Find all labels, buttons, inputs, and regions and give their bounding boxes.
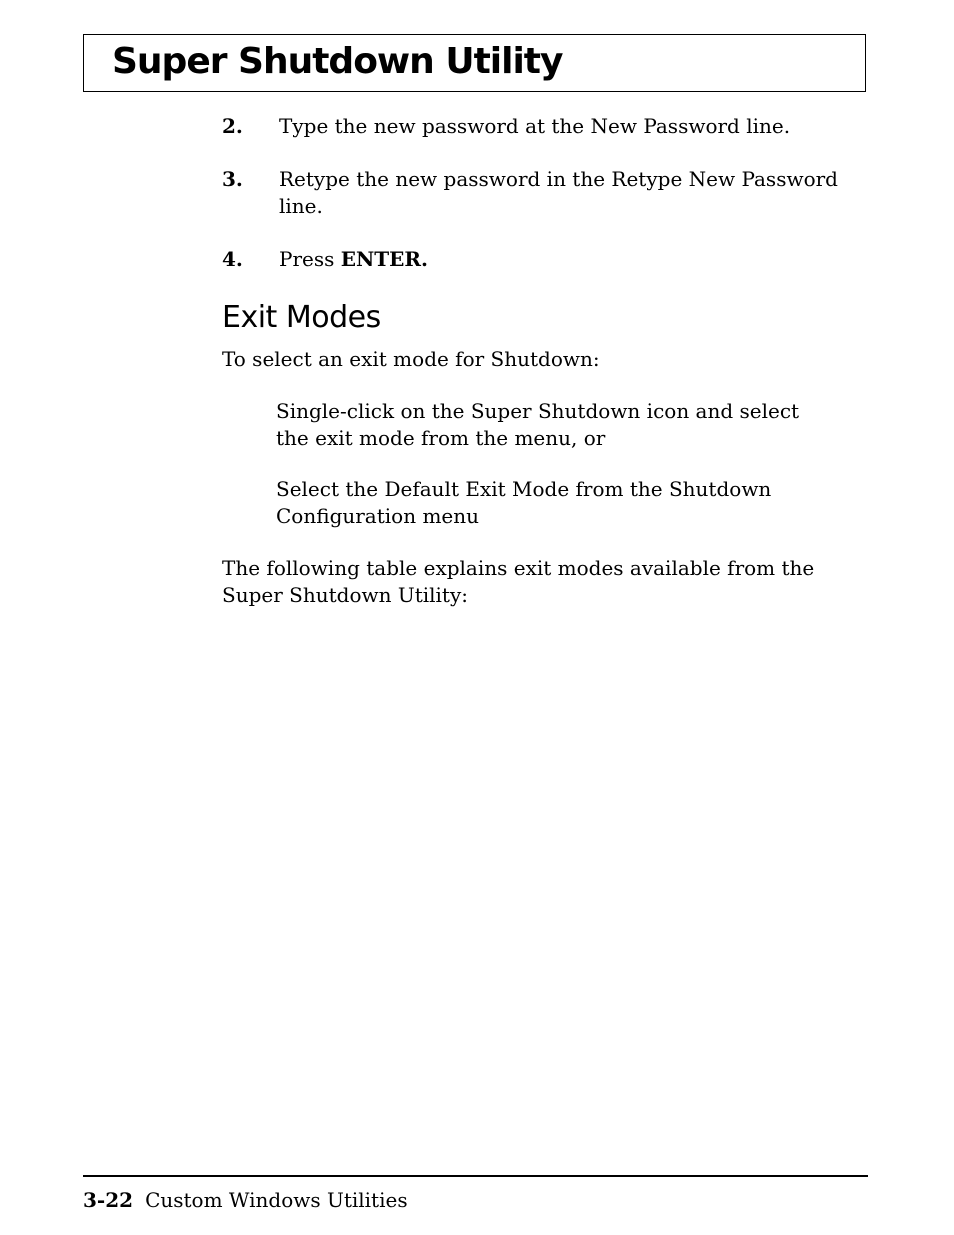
exit-option-1: Single-click on the Super Shutdown icon and select the exit mode from the menu, or <box>276 399 800 450</box>
step-number: 4. <box>222 247 243 271</box>
step-text-plain: Press <box>279 247 341 271</box>
page-header <box>83 34 866 92</box>
section-heading: Exit Modes <box>222 300 381 335</box>
table-intro: The following table explains exit modes available from the Super Shutdown Utility: <box>222 556 815 607</box>
exit-option-2: Select the Default Exit Mode from the Shutdown Configuration menu <box>276 477 772 528</box>
chapter-title: Custom Windows Utilities <box>145 1188 408 1212</box>
enter-key-label: ENTER. <box>340 247 428 271</box>
step-number: 2. <box>222 114 243 138</box>
step-number: 3. <box>222 167 243 191</box>
page-footer <box>83 1188 408 1212</box>
section-intro: To select an exit mode for Shutdown: <box>222 347 600 371</box>
footer-divider <box>83 1175 868 1177</box>
step-text: Retype the new password in the Retype New Password line. <box>279 167 838 218</box>
page-number: 3-22 <box>83 1188 134 1212</box>
step-text <box>279 246 864 273</box>
page-title: Super Shutdown Utility <box>112 41 563 82</box>
step-text: Type the new password at the New Password line. <box>279 114 791 138</box>
